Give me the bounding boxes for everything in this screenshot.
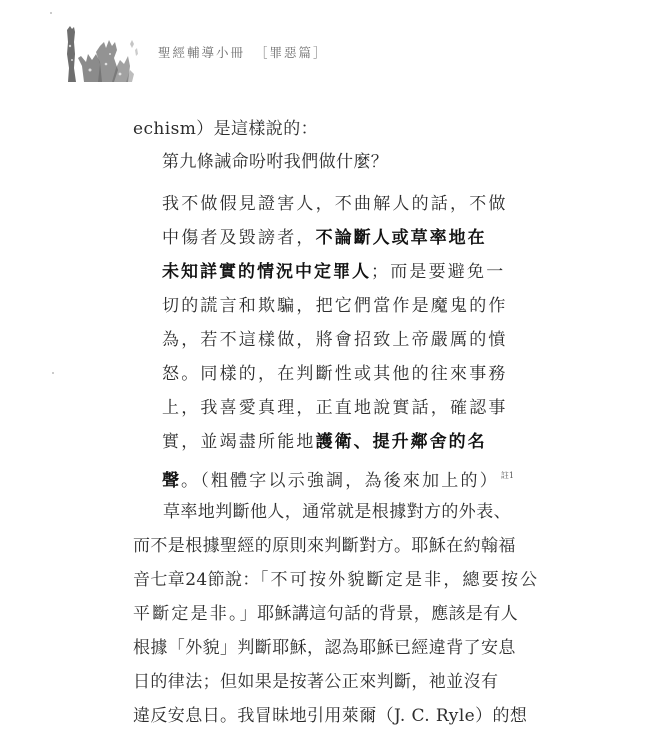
- quote-line: 切的謊言和欺騙，把它們當作是魔鬼的作: [162, 296, 508, 316]
- scripture-quote: 平斷定是非。: [133, 604, 240, 624]
- quote-text: 。（粗體字以示強調，為後來加上的）: [181, 471, 499, 491]
- footnote-reference[interactable]: 註1: [500, 471, 514, 480]
- scan-speck: [50, 12, 52, 14]
- section-title: ［罪惡篇］: [255, 45, 328, 60]
- emphasis-text: 聲: [162, 471, 181, 491]
- paragraph-line: 日的律法；但如果是按著公正來判斷，祂並沒有: [133, 672, 499, 692]
- paragraph-line: [133, 604, 518, 624]
- paragraph-line: [133, 570, 539, 590]
- quote-line: [162, 228, 487, 248]
- quote-text: 實，並竭盡所能地: [162, 432, 316, 452]
- running-header: [62, 24, 328, 86]
- emphasis-text: 不論斷人或草率地在: [315, 228, 487, 248]
- quote-line: 怒。同樣的，在判斷性或其他的往來事務: [162, 364, 508, 384]
- scan-speck: [52, 372, 54, 374]
- paragraph-line: 而不是根據聖經的原則來判斷對方。耶穌在約翰福: [133, 536, 516, 556]
- emphasis-text: 護衛: [315, 432, 354, 452]
- quote-line: 我不做假見證害人，不曲解人的話，不做: [162, 194, 508, 214]
- running-header-title: [158, 43, 328, 61]
- quote-line: [162, 466, 514, 491]
- quote-text: 中傷者及毀謗者，: [162, 228, 316, 248]
- emphasis-separator: 、: [353, 432, 373, 452]
- paragraph-text: 音七章24節說：: [133, 570, 260, 590]
- raised-hands-illustration-icon: [62, 24, 154, 86]
- quote-line: [162, 432, 487, 452]
- paragraph-text: 」耶穌講這句話的背景，應該是有人: [239, 604, 519, 624]
- quote-line: 上，我喜愛真理，正直地說實話，確認事: [162, 398, 508, 418]
- paragraph-line: 根據「外貌」判斷耶穌，認為耶穌已經違背了安息: [133, 638, 516, 658]
- text-line: echism）是這樣說的：: [133, 119, 319, 139]
- emphasis-text: 未知詳實的情況中定罪人: [162, 262, 371, 282]
- paragraph-line: 違反安息日。我冒昧地引用萊爾（J. C. Ryle）的想: [133, 706, 528, 726]
- emphasis-text: 提升鄰舍的名: [372, 432, 487, 452]
- quote-text: ；而是要避免一: [371, 262, 506, 282]
- book-title: 聖經輔導小冊: [158, 45, 246, 60]
- catechism-question: 第九條誡命吩咐我們做什麼？: [162, 152, 389, 172]
- quote-line: 為，若不這樣做，將會招致上帝嚴厲的憤: [162, 330, 508, 350]
- scripture-quote: 「不可按外貌斷定是非，總要按公: [259, 570, 540, 590]
- quote-line: [162, 262, 505, 282]
- paragraph-line: 草率地判斷他人，通常就是根據對方的外表、: [163, 502, 511, 522]
